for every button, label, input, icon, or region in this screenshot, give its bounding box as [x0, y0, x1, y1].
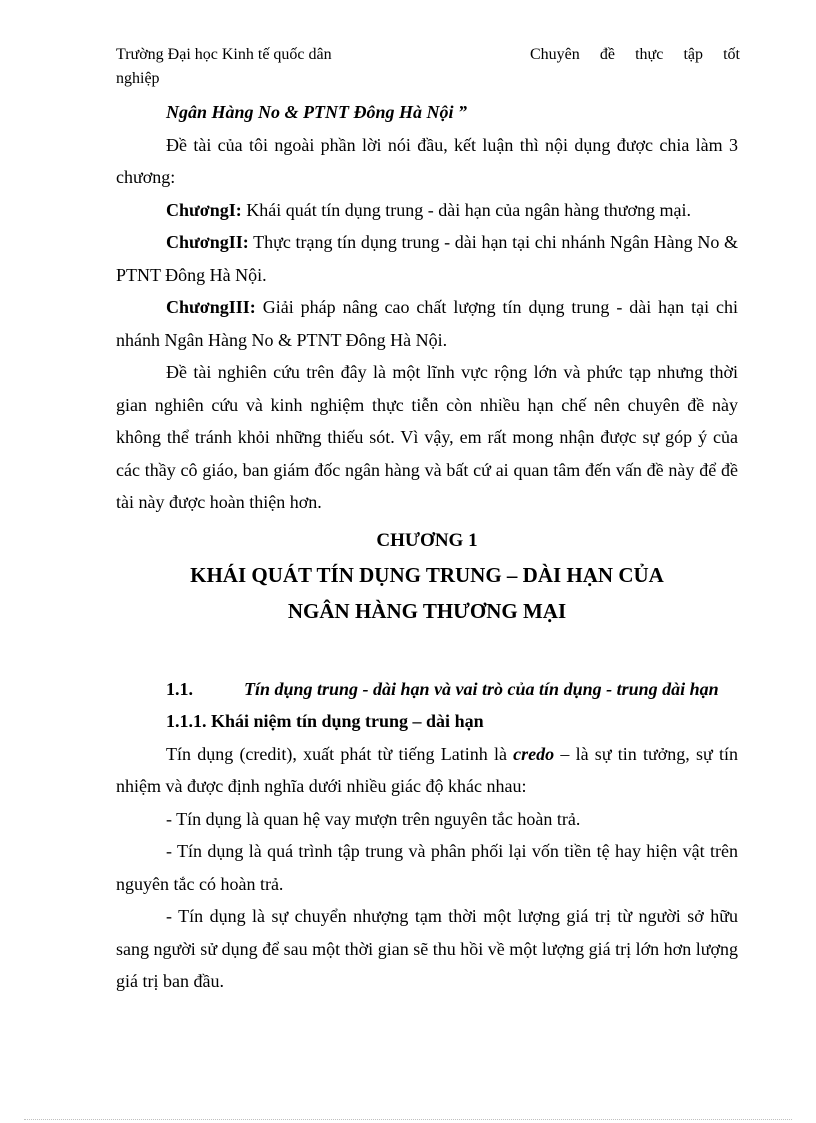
definition-intro — [116, 738, 738, 803]
header-report-type — [530, 44, 740, 66]
chapter-2-label: ChươngII: — [166, 232, 249, 252]
chapter-2-text: Thực trạng tín dụng trung - dài hạn tại chi nhánh Ngân Hàng No & PTNT Đông Hà Nội. — [116, 232, 738, 285]
chapter-2-summary — [116, 226, 738, 291]
header-word: thực — [635, 46, 664, 63]
definition-bullet: - Tín dụng là sự chuyển nhượng tạm thời một lượng giá trị từ người sở hữu sang người sử dụng để sau một thời gian sẽ thu hồi về một lượng giá trị lớn hơn lượng giá trị ban đầu. — [116, 906, 738, 991]
definition-bullet: - Tín dụng là quan hệ vay mượn trên nguyên tắc hoàn trả. — [166, 808, 581, 829]
header-word: đề — [599, 46, 615, 63]
header-word: tập — [683, 46, 703, 63]
document-body — [116, 96, 738, 998]
definition-bullet: - Tín dụng là quá trình tập trung và phân phối lại vốn tiền tệ hay hiện vật trên nguyên tắc có hoàn trả. — [116, 841, 738, 894]
section-heading-1-1 — [116, 673, 738, 706]
chapter-1-label: ChươngI: — [166, 199, 242, 220]
chapter-1-text: Khái quát tín dụng trung - dài hạn của ngân hàng thương mại. — [241, 199, 691, 220]
page-bottom-divider — [24, 1119, 792, 1120]
subsection-heading-1-1-1: 1.1.1. Khái niệm tín dụng trung – dài hạn — [166, 711, 484, 731]
chapter-label: CHƯƠNG 1 — [376, 529, 478, 551]
header-word: Chuyên — [530, 46, 580, 63]
chapter-3-summary — [116, 291, 738, 356]
section-title: Tín dụng trung - dài hạn và vai trò của tín dụng - trung dài hạn — [244, 678, 719, 699]
definition-intro-after: – là sự tin tưởng, sự tín nhiệm và được định nghĩa dưới nhiều giác độ khác nhau: — [116, 743, 738, 796]
definition-intro-before: Tín dụng (credit), xuất phát từ tiếng Latinh là — [166, 743, 514, 764]
header-university: Trường Đại học Kinh tế quốc dân — [116, 46, 332, 63]
intro-paragraph: Đề tài của tôi ngoài phần lời nói đầu, kết luận thì nội dụng được chia làm 3 chương: — [116, 134, 738, 187]
chapter-3-label: ChươngIII: — [166, 297, 256, 317]
chapter-3-text: Giải pháp nâng cao chất lượng tín dụng trung - dài hạn tại chi nhánh Ngân Hàng No & PTNT Đông Hà Nội. — [116, 297, 738, 350]
chapter-title-line-1: KHÁI QUÁT TÍN DỤNG TRUNG – DÀI HẠN CỦA — [190, 562, 664, 587]
header-word: tốt — [723, 46, 740, 63]
header-wrap: nghiệp — [116, 70, 160, 87]
definition-term: credo — [513, 743, 555, 764]
section-number: 1.1. — [166, 678, 193, 699]
chapter-1-summary — [116, 194, 738, 227]
topic-title-end: Ngân Hàng No & PTNT Đông Hà Nội ” — [166, 102, 468, 122]
chapter-title-line-2: NGÂN HÀNG THƯƠNG MẠI — [287, 598, 567, 623]
closing-paragraph: Đề tài nghiên cứu trên đây là một lĩnh vực rộng lớn và phức tạp nhưng thời gian nghiên cứu và kinh nghiệm thực tiễn còn nhiều hạn chế nên chuyên đề này không thể tránh khỏi những thiếu sót. Vì vậy, em rất mong nhận được sự góp ý của các thầy cô giáo, ban giám đốc ngân hàng và bất cứ ai quan tâm đến vấn đề này để đề tài này được hoàn thiện hơn. — [116, 362, 738, 512]
